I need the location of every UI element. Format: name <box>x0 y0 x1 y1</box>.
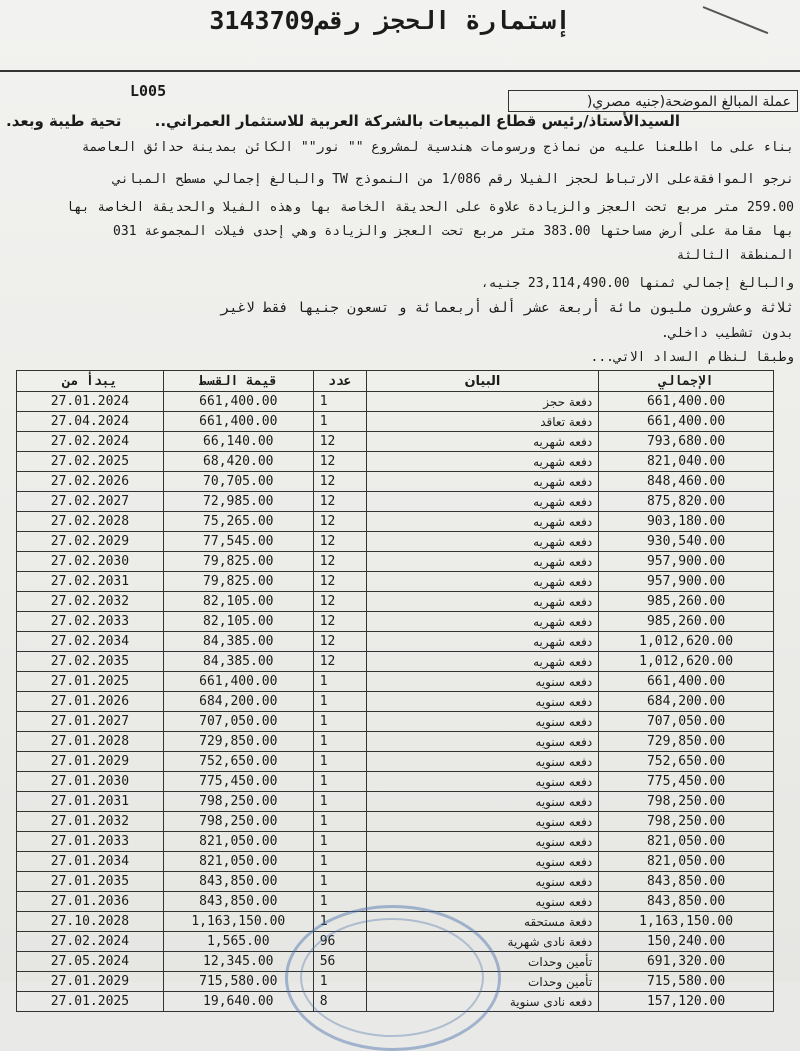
start-cell: 27.01.2031 <box>17 792 164 812</box>
count-cell: 1 <box>313 892 366 912</box>
header-count: عدد <box>313 371 366 392</box>
count-cell: 1 <box>313 972 366 992</box>
installment-cell: 661,400.00 <box>163 672 313 692</box>
total-cell: 793,680.00 <box>599 432 774 452</box>
form-title: إستمارة الحجز رقم3143709 <box>209 6 571 35</box>
installment-cell: 79,825.00 <box>163 552 313 572</box>
start-cell: 27.02.2024 <box>17 432 164 452</box>
count-cell: 1 <box>313 832 366 852</box>
installment-cell: 66,140.00 <box>163 432 313 452</box>
start-cell: 27.01.2026 <box>17 692 164 712</box>
header-total: الإجمالي <box>599 371 774 392</box>
installment-cell: 821,050.00 <box>163 832 313 852</box>
count-cell: 12 <box>313 612 366 632</box>
count-cell: 1 <box>313 792 366 812</box>
pen-mark <box>703 6 769 34</box>
table-row <box>17 632 774 652</box>
installment-cell: 684,200.00 <box>163 692 313 712</box>
count-cell: 96 <box>313 932 366 952</box>
description-cell: دفعه شهريه <box>366 532 599 552</box>
start-cell: 27.04.2024 <box>17 412 164 432</box>
total-cell: 729,850.00 <box>599 732 774 752</box>
count-cell: 12 <box>313 552 366 572</box>
start-cell: 27.02.2027 <box>17 492 164 512</box>
description-cell: دفعه شهريه <box>366 512 599 532</box>
start-cell: 27.02.2026 <box>17 472 164 492</box>
description-cell: تأمين وحدات <box>366 972 599 992</box>
table-row <box>17 832 774 852</box>
description-cell: دفعه سنويه <box>366 732 599 752</box>
total-cell: 661,400.00 <box>599 392 774 412</box>
table-row <box>17 812 774 832</box>
table-row <box>17 852 774 872</box>
total-cell: 1,163,150.00 <box>599 912 774 932</box>
installment-cell: 70,705.00 <box>163 472 313 492</box>
count-cell: 8 <box>313 992 366 1012</box>
table-row <box>17 512 774 532</box>
description-cell: دفعه سنويه <box>366 772 599 792</box>
description-cell: دفعة نادى شهرية <box>366 932 599 952</box>
total-cell: 150,240.00 <box>599 932 774 952</box>
table-row <box>17 692 774 712</box>
installment-cell: 1,163,150.00 <box>163 912 313 932</box>
count-cell: 1 <box>313 772 366 792</box>
installment-cell: 775,450.00 <box>163 772 313 792</box>
table-row <box>17 672 774 692</box>
count-cell: 12 <box>313 492 366 512</box>
installment-cell: 729,850.00 <box>163 732 313 752</box>
description-cell: دفعه سنويه <box>366 712 599 732</box>
table-row <box>17 612 774 632</box>
total-cell: 821,050.00 <box>599 832 774 852</box>
total-cell: 752,650.00 <box>599 752 774 772</box>
description-cell: دفعه سنويه <box>366 692 599 712</box>
description-cell: دفعه سنويه <box>366 812 599 832</box>
total-cell: 821,040.00 <box>599 452 774 472</box>
installment-cell: 843,850.00 <box>163 892 313 912</box>
count-cell: 1 <box>313 412 366 432</box>
total-cell: 661,400.00 <box>599 672 774 692</box>
total-cell: 930,540.00 <box>599 532 774 552</box>
finish-note: بدون تشطيب داخلي. <box>660 326 794 341</box>
count-cell: 56 <box>313 952 366 972</box>
count-cell: 1 <box>313 872 366 892</box>
start-cell: 27.01.2033 <box>17 832 164 852</box>
start-cell: 27.01.2025 <box>17 672 164 692</box>
price-line: والبالغ إجمالي ثمنها 23,114,490.00 جنيه، <box>480 276 794 291</box>
header-description: البيان <box>366 371 599 392</box>
count-cell: 12 <box>313 432 366 452</box>
table-row <box>17 992 774 1012</box>
description-cell: دفعه سنويه <box>366 792 599 812</box>
installment-cell: 1,565.00 <box>163 932 313 952</box>
table-row <box>17 952 774 972</box>
total-cell: 875,820.00 <box>599 492 774 512</box>
description-cell: دفعه شهريه <box>366 452 599 472</box>
table-row <box>17 412 774 432</box>
description-cell: تأمين وحدات <box>366 952 599 972</box>
count-cell: 12 <box>313 592 366 612</box>
installment-cell: 661,400.00 <box>163 392 313 412</box>
installment-cell: 707,050.00 <box>163 712 313 732</box>
count-cell: 12 <box>313 572 366 592</box>
start-cell: 27.05.2024 <box>17 952 164 972</box>
letter-line-1: بناء على ما اطلعنا عليه من نماذج ورسومات هندسية لمشروع "" نور"" الكائن بمدينة حدائق العاصمة <box>81 140 794 155</box>
total-cell: 1,012,620.00 <box>599 652 774 672</box>
count-cell: 12 <box>313 452 366 472</box>
description-cell: دفعه شهريه <box>366 632 599 652</box>
installment-cell: 798,250.00 <box>163 792 313 812</box>
table-row <box>17 452 774 472</box>
total-cell: 691,320.00 <box>599 952 774 972</box>
start-cell: 27.02.2028 <box>17 512 164 532</box>
count-cell: 12 <box>313 472 366 492</box>
table-row <box>17 472 774 492</box>
total-cell: 985,260.00 <box>599 612 774 632</box>
total-cell: 775,450.00 <box>599 772 774 792</box>
installment-cell: 752,650.00 <box>163 752 313 772</box>
installment-cell: 661,400.00 <box>163 412 313 432</box>
table-row <box>17 772 774 792</box>
installment-cell: 84,385.00 <box>163 652 313 672</box>
start-cell: 27.01.2034 <box>17 852 164 872</box>
installment-cell: 84,385.00 <box>163 632 313 652</box>
total-cell: 821,050.00 <box>599 852 774 872</box>
total-cell: 843,850.00 <box>599 892 774 912</box>
table-row <box>17 872 774 892</box>
start-cell: 27.01.2029 <box>17 752 164 772</box>
description-cell: دفعه شهريه <box>366 552 599 572</box>
installment-cell: 12,345.00 <box>163 952 313 972</box>
total-cell: 957,900.00 <box>599 552 774 572</box>
table-row <box>17 652 774 672</box>
description-cell: دفعة حجز <box>366 392 599 412</box>
letter-line-3: 259.00 متر مربع تحت العجز والزيادة علاوة على الحديقة الخاصة بها وهذه الفيلا والحديقة الخاصة بها <box>66 200 794 215</box>
total-cell: 843,850.00 <box>599 872 774 892</box>
installment-cell: 715,580.00 <box>163 972 313 992</box>
table-row <box>17 752 774 772</box>
start-cell: 27.02.2030 <box>17 552 164 572</box>
description-cell: دفعه شهريه <box>366 592 599 612</box>
start-cell: 27.02.2031 <box>17 572 164 592</box>
description-cell: دفعة تعاقد <box>366 412 599 432</box>
description-cell: دفعة مستحقه <box>366 912 599 932</box>
start-cell: 27.02.2035 <box>17 652 164 672</box>
table-row <box>17 392 774 412</box>
table-row <box>17 792 774 812</box>
description-cell: دفعه سنويه <box>366 852 599 872</box>
total-cell: 848,460.00 <box>599 472 774 492</box>
table-row <box>17 572 774 592</box>
header-divider <box>0 70 800 72</box>
count-cell: 12 <box>313 632 366 652</box>
description-cell: دفعه سنويه <box>366 832 599 852</box>
total-cell: 798,250.00 <box>599 792 774 812</box>
total-cell: 684,200.00 <box>599 692 774 712</box>
total-cell: 707,050.00 <box>599 712 774 732</box>
installment-cell: 68,420.00 <box>163 452 313 472</box>
total-cell: 1,012,620.00 <box>599 632 774 652</box>
addressee-line: السيدالأستاذ/رئيس قطاع المبيعات بالشركة العربية للاستثمار العمراني.. <box>154 112 680 130</box>
start-cell: 27.02.2034 <box>17 632 164 652</box>
installment-cell: 821,050.00 <box>163 852 313 872</box>
letter-line-4: بها مقامة على أرض مساحتها 383.00 متر مربع تحت العجز والزيادة وهي إحدى فيلات المجموعة 031 <box>113 224 794 239</box>
table-row <box>17 892 774 912</box>
price-in-words: ثلاثة وعشرون مليون مائة أربعة عشر ألف أربعمائة و تسعون جنيها فقط لاغير <box>220 300 794 316</box>
unit-code: L005 <box>130 82 167 100</box>
start-cell: 27.01.2025 <box>17 992 164 1012</box>
total-cell: 985,260.00 <box>599 592 774 612</box>
description-cell: دفعه شهريه <box>366 572 599 592</box>
table-row <box>17 912 774 932</box>
start-cell: 27.01.2029 <box>17 972 164 992</box>
table-row <box>17 712 774 732</box>
payment-schedule-table <box>16 370 774 1012</box>
payment-plan-intro: وطبقا لنظام السداد الاتي... <box>590 350 794 365</box>
start-cell: 27.01.2035 <box>17 872 164 892</box>
description-cell: دفعه سنويه <box>366 672 599 692</box>
count-cell: 1 <box>313 912 366 932</box>
table-row <box>17 492 774 512</box>
table-row <box>17 732 774 752</box>
installment-cell: 82,105.00 <box>163 592 313 612</box>
count-cell: 12 <box>313 512 366 532</box>
start-cell: 27.02.2032 <box>17 592 164 612</box>
description-cell: دفعه شهريه <box>366 432 599 452</box>
start-cell: 27.01.2032 <box>17 812 164 832</box>
count-cell: 1 <box>313 392 366 412</box>
installment-cell: 72,985.00 <box>163 492 313 512</box>
description-cell: دفعه سنويه <box>366 872 599 892</box>
total-cell: 798,250.00 <box>599 812 774 832</box>
count-cell: 1 <box>313 812 366 832</box>
count-cell: 1 <box>313 692 366 712</box>
count-cell: 1 <box>313 672 366 692</box>
start-cell: 27.01.2024 <box>17 392 164 412</box>
table-row <box>17 552 774 572</box>
installment-cell: 798,250.00 <box>163 812 313 832</box>
header-start: يبدأ من <box>17 371 164 392</box>
installment-cell: 77,545.00 <box>163 532 313 552</box>
table-row <box>17 432 774 452</box>
count-cell: 1 <box>313 852 366 872</box>
installment-cell: 75,265.00 <box>163 512 313 532</box>
total-cell: 903,180.00 <box>599 512 774 532</box>
description-cell: دفعه نادى سنوية <box>366 992 599 1012</box>
count-cell: 1 <box>313 752 366 772</box>
table-row <box>17 592 774 612</box>
description-cell: دفعه سنويه <box>366 752 599 772</box>
description-cell: دفعه شهريه <box>366 612 599 632</box>
description-cell: دفعه شهريه <box>366 652 599 672</box>
total-cell: 661,400.00 <box>599 412 774 432</box>
table-row <box>17 932 774 952</box>
start-cell: 27.01.2027 <box>17 712 164 732</box>
total-cell: 157,120.00 <box>599 992 774 1012</box>
description-cell: دفعه شهريه <box>366 472 599 492</box>
table-header-row <box>17 371 774 392</box>
description-cell: دفعه شهريه <box>366 492 599 512</box>
count-cell: 12 <box>313 532 366 552</box>
header-installment: قيمة القسط <box>163 371 313 392</box>
start-cell: 27.02.2029 <box>17 532 164 552</box>
start-cell: 27.10.2028 <box>17 912 164 932</box>
start-cell: 27.02.2024 <box>17 932 164 952</box>
greeting: تحية طيبة وبعد. <box>6 112 122 130</box>
description-cell: دفعه سنويه <box>366 892 599 912</box>
letter-line-2: نرجو الموافقةعلى الارتباط لحجز الفيلا رقم 1/086 من النموذج TW والبالغ إجمالي مسطح المباني <box>113 172 794 187</box>
count-cell: 1 <box>313 712 366 732</box>
total-cell: 957,900.00 <box>599 572 774 592</box>
installment-cell: 19,640.00 <box>163 992 313 1012</box>
start-cell: 27.02.2033 <box>17 612 164 632</box>
currency-note: عملة المبالغ الموضحة(جنيه مصري( <box>508 90 798 112</box>
start-cell: 27.01.2028 <box>17 732 164 752</box>
letter-line-5: المنطقة الثالثة <box>676 248 794 263</box>
installment-cell: 79,825.00 <box>163 572 313 592</box>
count-cell: 12 <box>313 652 366 672</box>
table-row <box>17 532 774 552</box>
start-cell: 27.02.2025 <box>17 452 164 472</box>
installment-cell: 82,105.00 <box>163 612 313 632</box>
installment-cell: 843,850.00 <box>163 872 313 892</box>
start-cell: 27.01.2036 <box>17 892 164 912</box>
start-cell: 27.01.2030 <box>17 772 164 792</box>
total-cell: 715,580.00 <box>599 972 774 992</box>
count-cell: 1 <box>313 732 366 752</box>
